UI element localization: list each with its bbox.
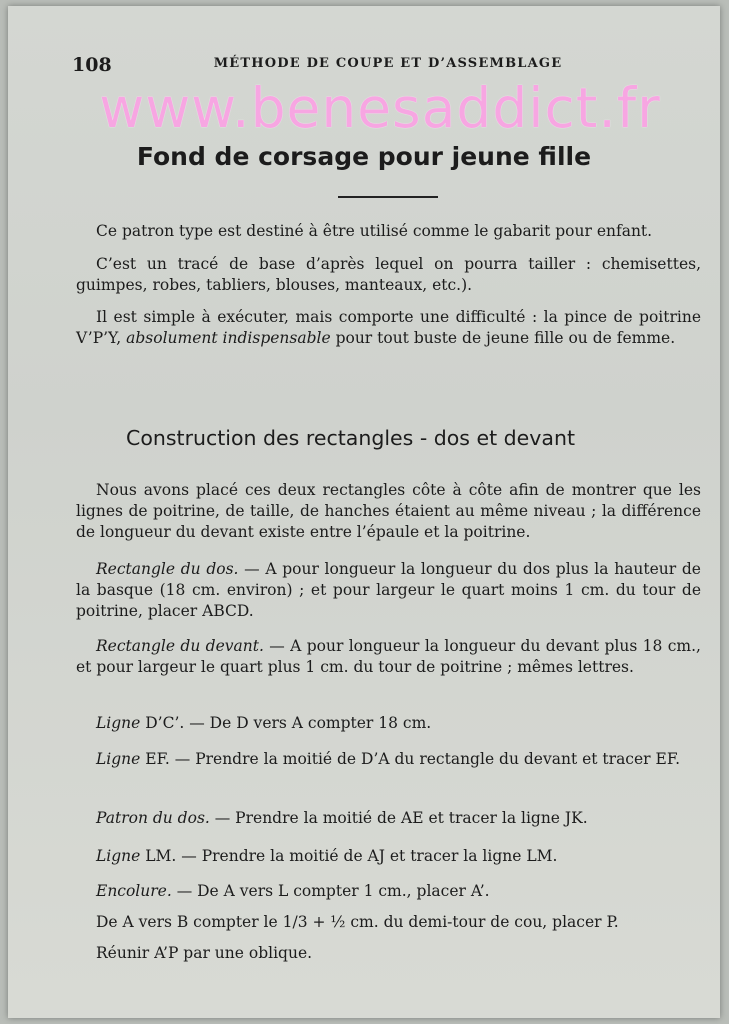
rectangle-devant-text: — A pour longueur la longueur du devant plus 18 cm., et pour largeur le quart plus 1 cm. du tour de poitrine ; mêmes lettres. bbox=[76, 637, 701, 676]
intro-p3-emphasis: absolument indispensable bbox=[126, 329, 331, 347]
ligne-dc-paragraph bbox=[76, 713, 701, 734]
intro-paragraph-1: Ce patron type est destiné à être utilisé comme le gabarit pour enfant. bbox=[96, 222, 653, 240]
ligne-lm-paragraph bbox=[76, 846, 701, 867]
ligne-ef-text: EF. — Prendre la moitié de D’A du rectangle du devant et tracer EF. bbox=[140, 750, 681, 768]
running-header: MÉTHODE DE COUPE ET D’ASSEMBLAGE bbox=[213, 56, 563, 71]
intro-p3-text-1: Il est simple à exécuter, mais comporte une difficulté : la pince de poitrine V’P’Y, bbox=[76, 308, 701, 347]
rectangle-dos-paragraph bbox=[76, 559, 701, 622]
section-paragraph: Nous avons placé ces deux rectangles côte à côte afin de montrer que les lignes de poitrine, de taille, de hanches étaient au même niveau ; la différence de longueur du devant existe entre l’épaule et la poitrine. bbox=[76, 481, 701, 541]
ligne-lm-label: Ligne bbox=[96, 847, 141, 865]
book-page bbox=[8, 6, 720, 1018]
patron-dos-text: — Prendre la moitié de AE et tracer la ligne JK. bbox=[209, 809, 588, 827]
title-divider bbox=[338, 196, 438, 198]
intro-paragraph-3 bbox=[76, 307, 701, 349]
ligne-dc-label: Ligne bbox=[96, 714, 141, 732]
de-a-vers-b-paragraph: De A vers B compter le 1/3 + ½ cm. du demi-tour de cou, placer P. bbox=[96, 913, 619, 931]
rectangle-dos-label: Rectangle du dos. bbox=[96, 560, 239, 578]
ligne-ef-paragraph bbox=[76, 749, 701, 770]
ligne-lm-text: LM. — Prendre la moitié de AJ et tracer la ligne LM. bbox=[140, 847, 558, 865]
patron-dos-paragraph bbox=[76, 808, 701, 829]
page-number: 108 bbox=[72, 54, 112, 76]
rectangle-dos-text: — A pour longueur la longueur du dos plus la hauteur de la basque (18 cm. environ) ; et pour largeur le quart moins 1 cm. du tour de poitrine, placer ABCD. bbox=[76, 560, 701, 620]
rectangle-devant-paragraph bbox=[76, 636, 701, 678]
rectangle-devant-label: Rectangle du devant. bbox=[96, 637, 264, 655]
intro-p3-text-2: pour tout buste de jeune fille ou de femme. bbox=[330, 329, 676, 347]
watermark: www.benesaddict.fr bbox=[99, 76, 661, 140]
intro-paragraph-2: C’est un tracé de base d’après lequel on pourra tailler : chemisettes, guimpes, robes, tabliers, blouses, manteaux, etc.). bbox=[76, 255, 701, 294]
encolure-text: — De A vers L compter 1 cm., placer A’. bbox=[171, 882, 490, 900]
patron-dos-label: Patron du dos. bbox=[96, 809, 210, 827]
section-title: Construction des rectangles - dos et devant bbox=[126, 426, 576, 450]
encolure-label: Encolure. bbox=[96, 882, 172, 900]
ligne-dc-text: D’C’. — De D vers A compter 18 cm. bbox=[140, 714, 432, 732]
ligne-ef-label: Ligne bbox=[96, 750, 141, 768]
reunir-paragraph: Réunir A’P par une oblique. bbox=[96, 944, 313, 962]
page-title: Fond de corsage pour jeune fille bbox=[136, 142, 592, 171]
encolure-paragraph bbox=[76, 881, 701, 902]
